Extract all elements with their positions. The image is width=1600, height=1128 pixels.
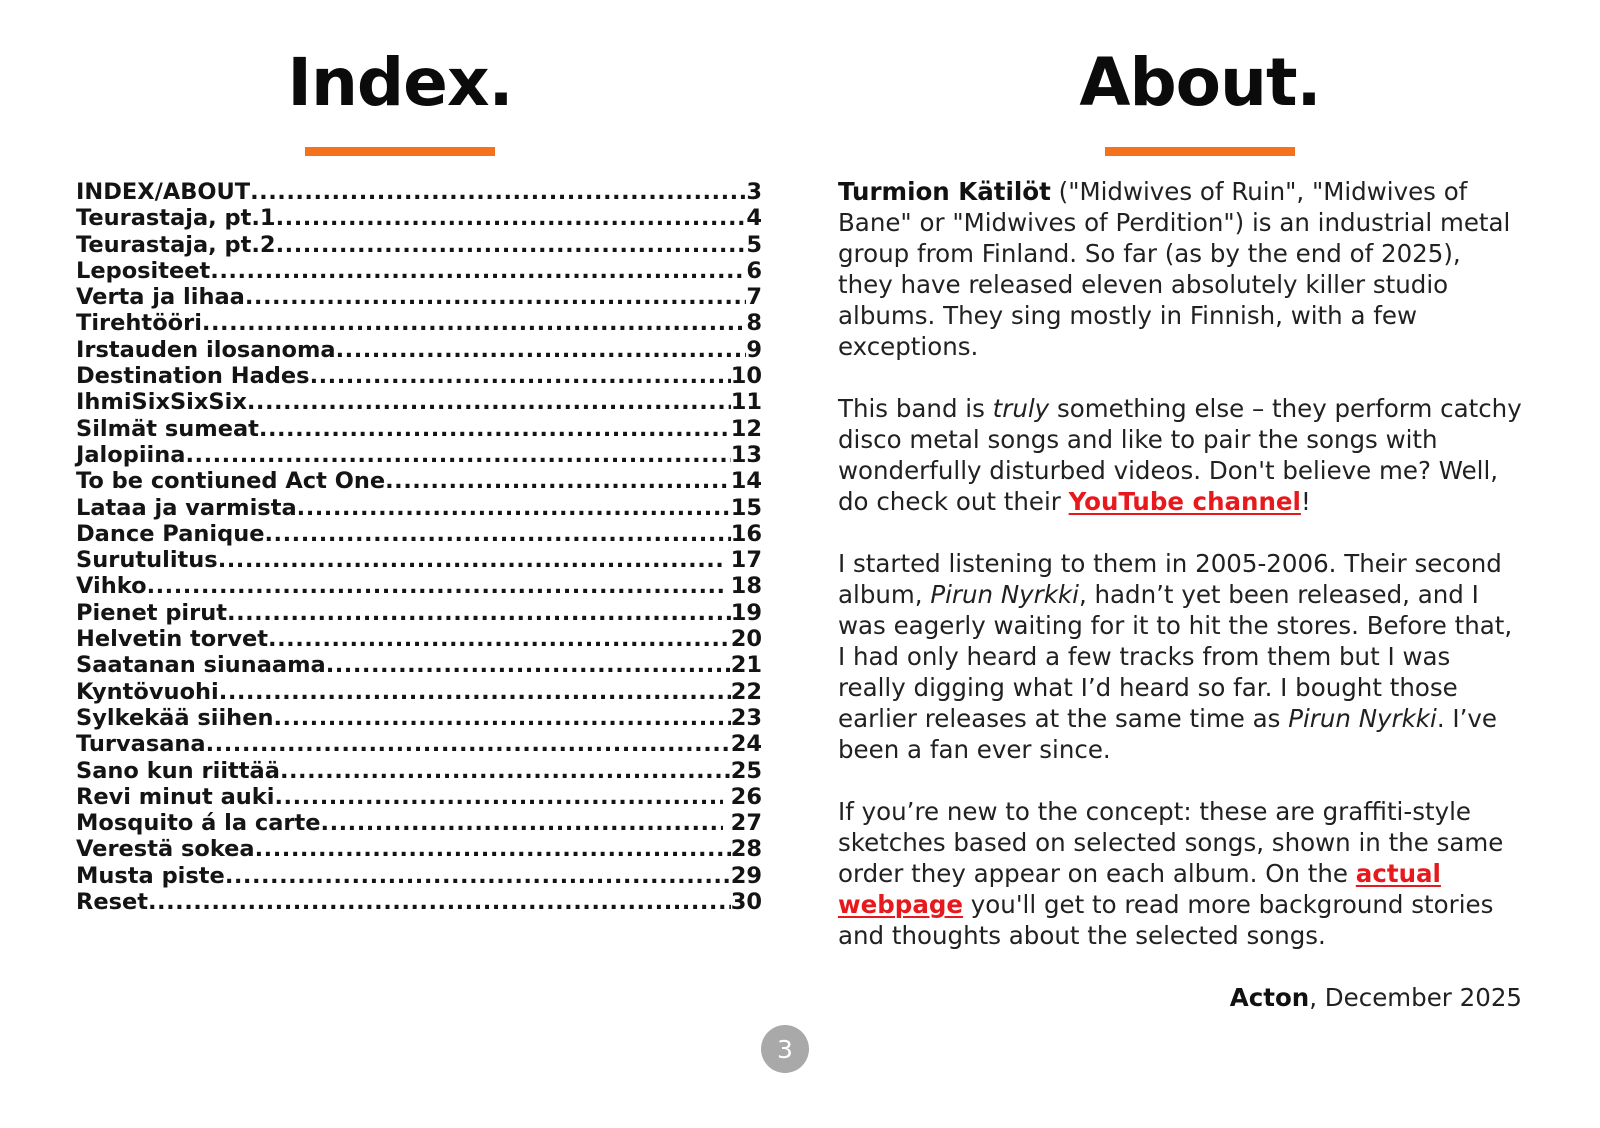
dot-leader	[259, 416, 731, 442]
index-entry-label: Reset	[76, 889, 148, 916]
index-entry-page: 24	[730, 731, 762, 758]
index-entry	[76, 863, 762, 889]
index-entry-page: 28	[730, 836, 762, 863]
index-entry-label: To be contiuned Act One	[76, 468, 386, 495]
about-title-underline	[1105, 147, 1295, 156]
dot-leader	[385, 468, 731, 494]
index-entry-page: 23	[730, 704, 762, 731]
index-entry	[76, 468, 762, 494]
index-entry-page: 5	[746, 231, 762, 258]
index-entry-page: 13	[730, 441, 762, 468]
dot-leader	[297, 495, 731, 521]
index-entry	[76, 784, 762, 810]
index-entry	[76, 310, 762, 336]
text-segment: , hadn’t yet been released, and I was eagerly waiting for it to hit the stores. Before that, I had only heard a few tracks from them but I was really digging what I’d heard so far. I bought those earlier releases at the same time as	[838, 580, 1513, 733]
index-entry-page: 18	[722, 573, 762, 600]
inline-link[interactable]: actual webpage	[838, 859, 1441, 919]
index-entry	[76, 284, 762, 310]
index-entry	[76, 836, 762, 862]
index-entry	[76, 521, 762, 547]
index-entry-label: Sylkekää siihen	[76, 704, 274, 731]
dot-leader	[280, 758, 731, 784]
dot-leader	[247, 389, 731, 415]
index-entry-page: 10	[730, 363, 762, 390]
dot-leader	[326, 652, 731, 678]
index-entry-label: Verta ja lihaa	[76, 284, 245, 311]
dot-leader	[268, 626, 731, 652]
index-entry-page: 25	[730, 757, 762, 784]
dot-leader	[255, 836, 731, 862]
index-entry-label: Sano kun riittää	[76, 757, 280, 784]
inline-link[interactable]: YouTube channel	[1068, 487, 1301, 516]
text-segment: ("Midwives of Ruin", "Midwives of Bane" or "Midwives of Perdition") is an industrial metal group from Finland. So far (as by the end of 2025), they have released eleven absolutely killer studio albums. They sing mostly in Finnish, with a few exceptions.	[838, 177, 1511, 361]
index-entry-label: Lepositeet	[76, 257, 211, 284]
dot-leader	[250, 179, 746, 205]
index-entry-page: 6	[746, 257, 762, 284]
about-paragraph	[838, 548, 1522, 765]
index-entry-page: 19	[730, 599, 762, 626]
about-paragraph	[838, 393, 1522, 517]
dot-leader	[206, 731, 731, 757]
dot-leader	[147, 573, 723, 599]
about-paragraph	[838, 796, 1522, 951]
index-entry	[76, 889, 762, 915]
index-entry	[76, 389, 762, 415]
index-entry-page: 26	[722, 783, 762, 810]
dot-leader	[148, 889, 731, 915]
index-entry	[76, 600, 762, 626]
index-entry-label: Helvetin torvet	[76, 626, 269, 653]
index-entry	[76, 758, 762, 784]
index-entry-label: Surutulitus	[76, 547, 218, 574]
dot-leader	[276, 205, 747, 231]
text-segment: . I’ve been a fan ever since.	[838, 704, 1497, 764]
index-entry	[76, 731, 762, 757]
index-entry-page: 9	[746, 336, 762, 363]
about-title: About.	[1079, 44, 1321, 121]
about-body	[838, 176, 1522, 1013]
index-entry	[76, 679, 762, 705]
index-entry	[76, 416, 762, 442]
index-entry-page: 3	[746, 179, 762, 205]
index-list	[76, 179, 762, 915]
text-segment: This band is	[838, 394, 993, 423]
signature-date: , December 2025	[1309, 983, 1522, 1012]
dot-leader	[321, 810, 723, 836]
index-entry-label: Irstauden ilosanoma	[76, 336, 336, 363]
dot-leader	[218, 547, 723, 573]
text-segment: !	[1300, 487, 1311, 516]
index-entry	[76, 626, 762, 652]
text-segment: Turmion Kätilöt	[838, 177, 1051, 206]
index-entry-label: IhmiSixSixSix	[76, 389, 247, 416]
index-entry	[76, 442, 762, 468]
index-entry-page: 20	[730, 626, 762, 653]
index-entry-label: INDEX/ABOUT	[76, 179, 251, 205]
index-entry	[76, 810, 762, 836]
dot-leader	[336, 337, 747, 363]
index-entry-label: Pienet pirut	[76, 599, 228, 626]
index-entry-page: 16	[730, 520, 762, 547]
dot-leader	[273, 705, 730, 731]
index-entry	[76, 547, 762, 573]
index-entry-label: Dance Panique	[76, 520, 265, 547]
dot-leader	[274, 784, 722, 810]
index-entry-label: Lataa ja varmista	[76, 494, 297, 521]
index-entry	[76, 705, 762, 731]
index-entry-label: Saatanan siunaama	[76, 652, 326, 679]
index-entry-label: Kyntövuohi	[76, 678, 219, 705]
index-entry-label: Mosquito á la carte	[76, 810, 321, 837]
index-entry-page: 11	[730, 389, 762, 416]
index-entry-page: 29	[730, 862, 762, 889]
index-entry	[76, 232, 762, 258]
dot-leader	[225, 863, 731, 889]
dot-leader	[310, 363, 731, 389]
index-entry-label: Teurastaja, pt.1	[76, 205, 276, 232]
index-entry-page: 22	[730, 678, 762, 705]
index-entry-label: Teurastaja, pt.2	[76, 231, 276, 258]
index-entry-page: 27	[722, 810, 762, 837]
index-entry	[76, 337, 762, 363]
index-entry-label: Musta piste	[76, 862, 225, 889]
index-entry-page: 7	[746, 284, 762, 311]
index-entry-label: Destination Hades	[76, 363, 310, 390]
text-segment: Pirun Nyrkki	[930, 580, 1079, 609]
page-number: 3	[777, 1034, 793, 1064]
index-entry-label: Jalopiina	[76, 441, 186, 468]
text-segment: truly	[992, 394, 1050, 423]
text-segment: something else – they perform catchy disco metal songs and like to pair the songs with wonderfully disturbed videos. Don't believe me? Well, do check out their	[838, 394, 1522, 516]
index-entry-label: Silmät sumeat	[76, 415, 259, 442]
about-paragraph	[838, 176, 1522, 362]
index-entry	[76, 652, 762, 678]
dot-leader	[219, 679, 731, 705]
index-entry	[76, 573, 762, 599]
index-entry-label: Turvasana	[76, 731, 206, 758]
index-entry	[76, 363, 762, 389]
dot-leader	[265, 521, 731, 547]
text-segment: If you’re new to the concept: these are graffiti-style sketches based on selected songs, shown in the same order they appear on each album. On the	[838, 797, 1504, 888]
dot-leader	[276, 232, 747, 258]
index-entry-label: Vihko	[76, 573, 147, 600]
index-entry	[76, 179, 762, 205]
index-entry-page: 17	[722, 547, 762, 574]
dot-leader	[202, 310, 746, 336]
dot-leader	[245, 284, 746, 310]
index-entry-label: Verestä sokea	[76, 836, 255, 863]
text-segment: you'll get to read more background stories and thoughts about the selected songs.	[838, 890, 1494, 950]
dot-leader	[185, 442, 730, 468]
dot-leader	[227, 600, 731, 626]
index-title-underline	[305, 147, 495, 156]
index-entry-label: Tirehtööri	[76, 310, 202, 337]
index-entry	[76, 205, 762, 231]
index-entry-page: 21	[730, 652, 762, 679]
signature	[838, 982, 1522, 1013]
dot-leader	[210, 258, 746, 284]
signature-name: Acton	[1229, 983, 1310, 1012]
index-title: Index.	[287, 44, 513, 121]
index-entry	[76, 495, 762, 521]
index-entry-page: 12	[730, 415, 762, 442]
text-segment: I started listening to them in 2005-2006. Their second album,	[838, 549, 1502, 609]
index-entry-page: 4	[746, 205, 762, 232]
index-entry-page: 14	[730, 468, 762, 495]
index-entry	[76, 258, 762, 284]
index-entry-page: 15	[730, 494, 762, 521]
index-entry-page: 8	[746, 310, 762, 337]
index-entry-label: Revi minut auki	[76, 783, 275, 810]
text-segment: Pirun Nyrkki	[1288, 704, 1437, 733]
index-entry-page: 30	[730, 889, 762, 916]
page-number-badge	[761, 1025, 809, 1073]
